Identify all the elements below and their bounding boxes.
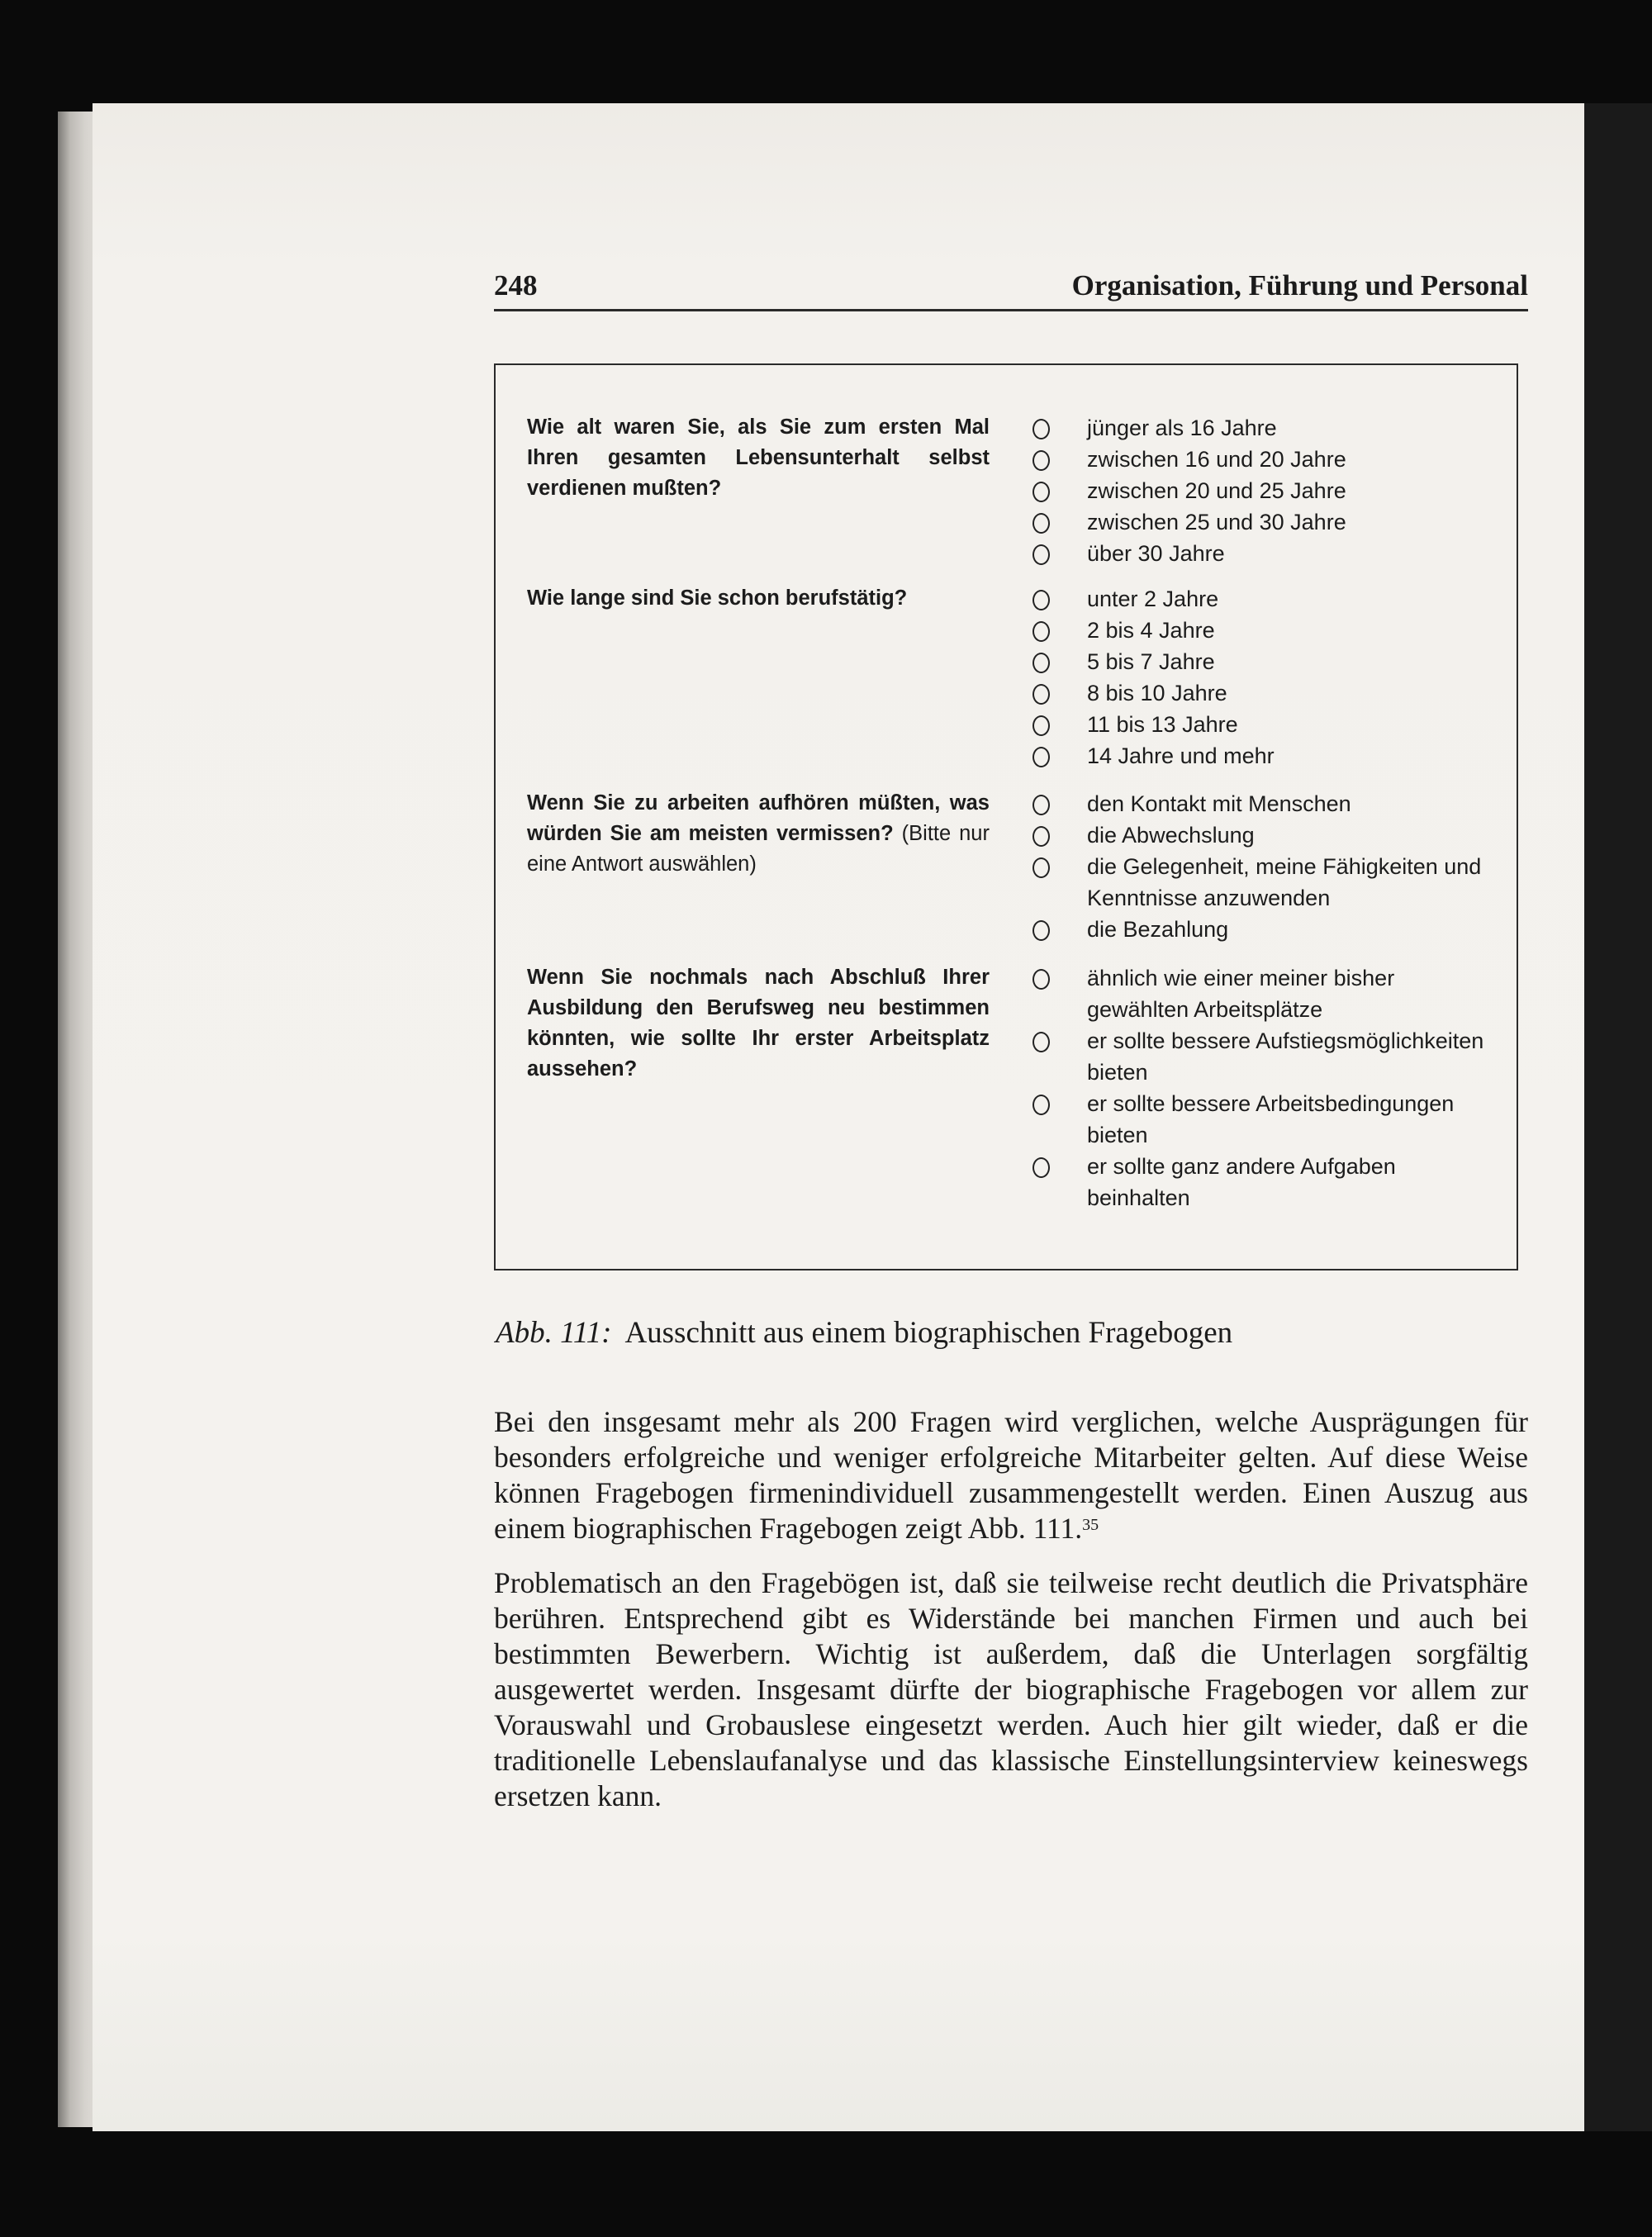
options-age-first-income (1032, 412, 1485, 569)
questionnaire-figure (494, 363, 1518, 1270)
option[interactable]: 11 bis 13 Jahre (1032, 709, 1485, 740)
figure-caption (496, 1315, 1232, 1351)
radio-circle-icon (1032, 513, 1050, 534)
option[interactable]: den Kontakt mit Menschen (1032, 788, 1485, 819)
radio-circle-icon (1032, 920, 1050, 941)
radio-circle-icon (1032, 747, 1050, 767)
scan-right-margin (1584, 103, 1652, 2131)
option[interactable]: er sollte ganz andere Aufgaben beinhalten (1032, 1151, 1485, 1213)
radio-circle-icon (1032, 1032, 1050, 1052)
option[interactable]: die Gelegenheit, meine Fähigkeiten und Kenntnisse anzuwenden (1032, 851, 1485, 914)
radio-circle-icon (1032, 419, 1050, 439)
radio-circle-icon (1032, 482, 1050, 502)
option[interactable]: über 30 Jahre (1032, 538, 1485, 569)
option[interactable]: er sollte bessere Arbeitsbedingungen bieten (1032, 1088, 1485, 1151)
radio-circle-icon (1032, 715, 1050, 736)
option[interactable]: zwischen 16 und 20 Jahre (1032, 444, 1485, 475)
question-miss-most (527, 788, 990, 880)
page-number: 248 (494, 269, 538, 302)
radio-circle-icon (1032, 653, 1050, 673)
options-first-workplace (1032, 962, 1485, 1213)
radio-circle-icon (1032, 1095, 1050, 1115)
option[interactable]: 14 Jahre und mehr (1032, 740, 1485, 772)
option[interactable]: jünger als 16 Jahre (1032, 412, 1485, 444)
running-header (494, 269, 1528, 311)
radio-circle-icon (1032, 1157, 1050, 1178)
body-paragraph-1 (494, 1404, 1528, 1546)
question-years-employed: Wie lange sind Sie schon berufstätig? (527, 587, 908, 610)
option[interactable]: 5 bis 7 Jahre (1032, 646, 1485, 677)
options-years-employed (1032, 583, 1485, 772)
question-note: (Bitte nur eine Antwort auswählen) (527, 822, 990, 876)
body-paragraph-2: Problematisch an den Fragebögen ist, daß sie teilweise recht deutlich die Privatsphäre berühren. Entsprechend gibt es Widerstände bei manchen Firmen und auch bei bestimmten Bewerbern. Wichtig ist außerdem, daß die Unterlagen sorgfältig ausgewertet werden. Insgesamt dürfte der biographische Fragebogen vor allem zur Vorauswahl und Grobauslese eingesetzt werden. Auch hier gilt wieder, daß er die traditionelle Lebenslaufanalyse und das klassische Einstellungsinterview keineswegs ersetzen kann. (494, 1566, 1528, 1812)
option[interactable]: die Bezahlung (1032, 914, 1485, 945)
radio-circle-icon (1032, 826, 1050, 847)
paragraph-text: Bei den insgesamt mehr als 200 Fragen wird verglichen, welche Ausprägungen für besonders erfolgreiche und weniger erfolgreiche Mitarbeiter gelten. Auf diese Weise können Fragebogen firmenindividuell zusammengestellt werden. Einen Auszug aus einem biographischen Fragebogen zeigt Abb. 111. (494, 1405, 1528, 1545)
option[interactable]: er sollte bessere Aufstiegsmöglichkeiten bieten (1032, 1025, 1485, 1088)
radio-circle-icon (1032, 590, 1050, 610)
option[interactable]: zwischen 20 und 25 Jahre (1032, 475, 1485, 506)
option[interactable]: 8 bis 10 Jahre (1032, 677, 1485, 709)
radio-circle-icon (1032, 450, 1050, 471)
radio-circle-icon (1032, 969, 1050, 990)
caption-text: Ausschnitt aus einem biographischen Fragebogen (624, 1316, 1233, 1350)
options-miss-most (1032, 788, 1485, 945)
radio-circle-icon (1032, 684, 1050, 705)
caption-label: Abb. 111: (496, 1316, 612, 1350)
running-title: Organisation, Führung und Personal (1071, 269, 1528, 302)
option[interactable]: zwischen 25 und 30 Jahre (1032, 506, 1485, 538)
option[interactable]: die Abwechslung (1032, 819, 1485, 851)
option[interactable]: 2 bis 4 Jahre (1032, 615, 1485, 646)
option[interactable]: unter 2 Jahre (1032, 583, 1485, 615)
radio-circle-icon (1032, 857, 1050, 878)
radio-circle-icon (1032, 544, 1050, 565)
option[interactable]: ähnlich wie einer meiner bisher gewählten Arbeitsplätze (1032, 962, 1485, 1025)
radio-circle-icon (1032, 795, 1050, 815)
footnote-marker: 35 (1082, 1516, 1099, 1534)
question-text: Wenn Sie zu arbeiten aufhören müßten, was würden Sie am meisten vermissen? (527, 791, 990, 845)
radio-circle-icon (1032, 621, 1050, 642)
question-first-workplace: Wenn Sie nochmals nach Abschluß Ihrer Ausbildung den Berufsweg neu bestimmen könnten, wie sollte Ihr erster Arbeitsplatz aussehen? (527, 966, 990, 1081)
question-age-first-income: Wie alt waren Sie, als Sie zum ersten Mal Ihren gesamten Lebensunterhalt selbst verdienen mußten? (527, 416, 990, 500)
